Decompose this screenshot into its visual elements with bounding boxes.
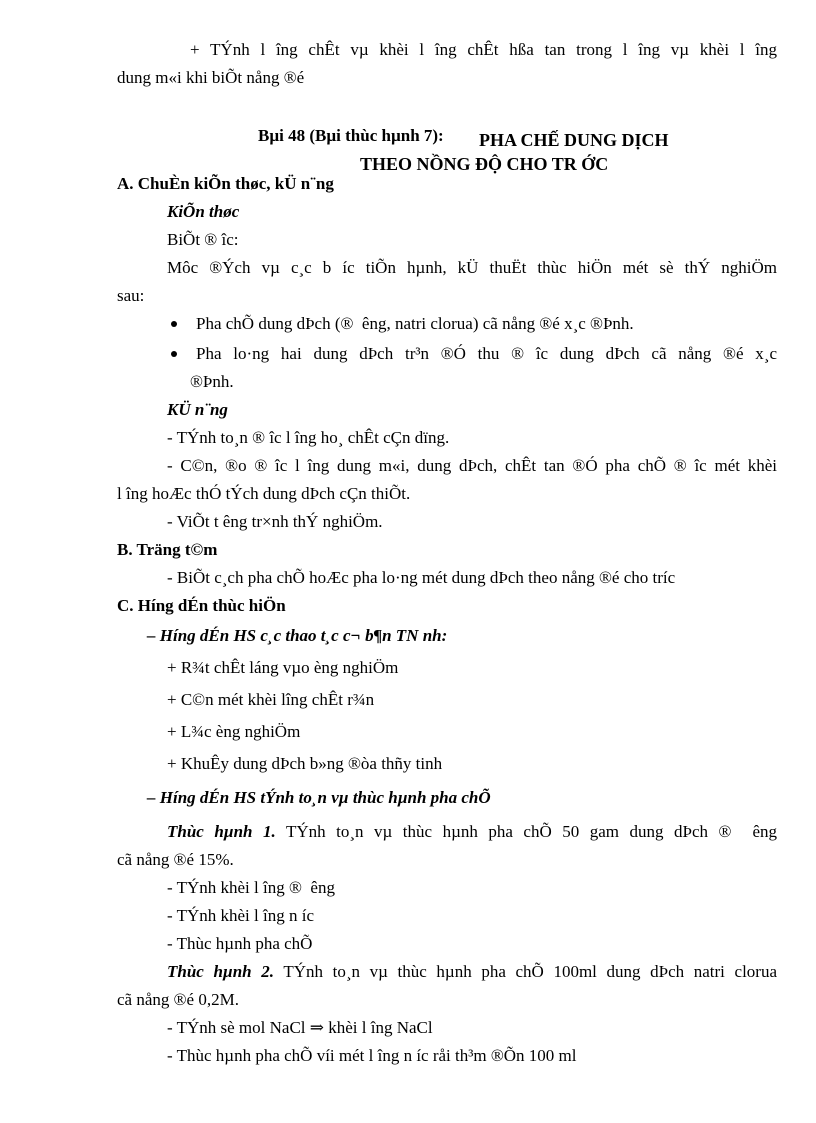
lesson-prefix: Bµi 48 (Bµi thùc hµnh 7): xyxy=(258,126,444,145)
lesson-title-line-1: PHA CHẾ DUNG DỊCH xyxy=(479,130,669,150)
skill-2-line-1: - C©n, ®o ® îc l îng dung m«i, dung dÞch, chÊt tan ®Ó pha chÕ ® îc mét khèi xyxy=(167,456,777,475)
practice-1-line-1 xyxy=(167,822,777,842)
purpose-line-2: sau: xyxy=(117,286,145,305)
practice-1-text: TÝnh to¸n vµ thùc hµnh pha chÕ 50 gam dung dÞch ® êng xyxy=(275,822,778,841)
knowledge-label: KiÕn thøc xyxy=(167,202,240,221)
practice-2-line-1 xyxy=(167,962,777,982)
guide-subheading-2: – Híng dÉn HS tÝnh to¸n vµ thùc hµnh pha chÕ xyxy=(147,788,491,807)
section-b-heading: B. Träng t©m xyxy=(117,540,218,559)
operation-2: + C©n mét khèi lîng chÊt r¾n xyxy=(167,690,375,709)
practice-2-label: Thùc hµnh 2. xyxy=(167,962,274,981)
skill-2-line-2: l îng hoÆc thÓ tÝch dung dÞch cÇn thiÕt. xyxy=(117,484,411,503)
operation-4: + KhuÊy dung dÞch b»ng ®òa thñy tinh xyxy=(167,754,443,773)
guide-subheading-1: – Híng dÉn HS c¸c thao t¸c c¬ b¶n TN nh: xyxy=(147,626,448,645)
intro-line-2: dung m«i khi biÕt nång ®é xyxy=(117,68,305,87)
intro-line-1: + TÝnh l îng chÊt vµ khèi l îng chÊt hßa tan trong l îng vµ khèi l îng xyxy=(190,40,777,59)
practice-2-step-1: - TÝnh sè mol NaCl ⇒ khèi l îng NaCl xyxy=(167,1018,433,1037)
practice-1-label: Thùc hµnh 1. xyxy=(167,822,276,841)
practice-2-line-2: cã nång ®é 0,2M. xyxy=(117,990,239,1009)
bullet-1: Pha chÕ dung dÞch (® êng, natri clorua) cã nång ®é x¸c ®Þnh. xyxy=(196,314,634,333)
know-intro: BiÕt ® îc: xyxy=(167,230,239,249)
skill-1: - TÝnh to¸n ® îc l îng ho¸ chÊt cÇn dïng. xyxy=(167,428,450,447)
bullet-2-line-1: Pha lo·ng hai dung dÞch tr³n ®Ó thu ® îc dung dÞch cã nång ®é x¸c xyxy=(196,344,777,363)
practice-2-step-2: - Thùc hµnh pha chÕ víi mét l îng n íc råi th³m ®Õn 100 ml xyxy=(167,1046,577,1065)
operation-3: + L¾c èng nghiÖm xyxy=(167,722,301,741)
bullet-dot xyxy=(171,351,177,357)
practice-1-step-2: - TÝnh khèi l îng n íc xyxy=(167,906,314,925)
section-c-heading: C. Híng dÉn thùc hiÖn xyxy=(117,596,286,615)
purpose-line-1: Môc ®Ých vµ c¸c b íc tiÕn hµnh, kÜ thuËt thùc hiÖn mét sè thÝ nghiÖm xyxy=(167,258,777,277)
bullet-2-line-2: ®Þnh. xyxy=(190,372,234,391)
practice-1-line-2: cã nång ®é 15%. xyxy=(117,850,234,869)
practice-2-text: TÝnh to¸n vµ thùc hµnh pha chÕ 100ml dung dÞch natri clorua xyxy=(274,962,777,981)
lesson-title-line-2: THEO NỒNG ĐỘ CHO TR ỚC xyxy=(360,154,609,174)
operation-1: + R¾t chÊt láng vµo èng nghiÖm xyxy=(167,658,399,677)
practice-1-step-1: - TÝnh khèi l îng ® êng xyxy=(167,878,335,897)
practice-1-step-3: - Thùc hµnh pha chÕ xyxy=(167,934,313,953)
bullet-dot xyxy=(171,321,177,327)
skill-3: - ViÕt t êng tr×nh thÝ nghiÖm. xyxy=(167,512,383,531)
section-b-text: - BiÕt c¸ch pha chÕ hoÆc pha lo·ng mét dung dÞch theo nång ®é cho tríc xyxy=(167,568,676,587)
skills-label: KÜ n¨ng xyxy=(167,400,228,419)
section-a-heading: A. ChuÈn kiÕn thøc, kÜ n¨ng xyxy=(117,174,334,193)
